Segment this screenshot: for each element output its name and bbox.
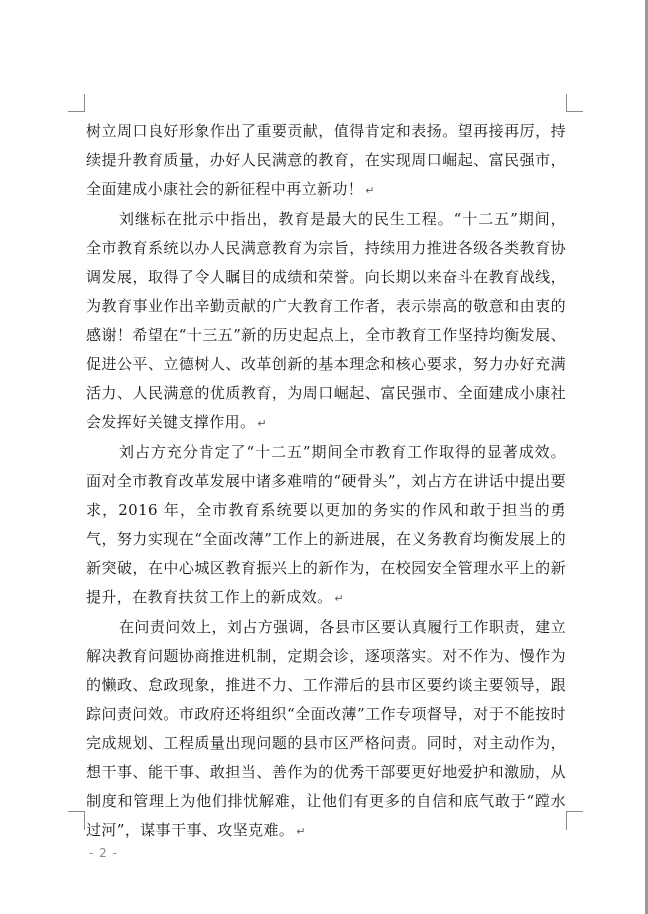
crop-mark-top-right [566, 94, 583, 112]
paragraph-4[interactable] [86, 613, 566, 846]
paragraph-1[interactable] [86, 117, 566, 205]
paragraph-2[interactable] [86, 205, 566, 438]
paragraph-3-text: 刘占方充分肯定了“十二五”期间全市教育工作取得的显著成效。面对全市教育改革发展中诸多难啃的“硬骨头”，刘占方在讲话中提出要求，2016 年，全市教育系统要以更加的务实的作风和敢于担当的勇气，努力实现在“全面改薄”工作上的新进展，在义务教育均衡发展上的新突破，在中心城区教育振兴上的新作为，在校园安全管理水平上的新提升，在教育扶贫工作上的新成效。 [86, 443, 566, 606]
paragraph-2-text: 刘继标在批示中指出，教育是最大的民生工程。“十二五”期间，全市教育系统以办人民满意教育为宗旨，持续用力推进各级各类教育协调发展，取得了令人瞩目的成绩和荣誉。向长期以来奋斗在教育战线，为教育事业作出辛勤贡献的广大教育工作者，表示崇高的敬意和由衷的感谢！希望在“十三五”新的历史起点上，全市教育工作坚持均衡发展、促进公平、立德树人、改革创新的基本理念和核心要求，努力办好充满活力、人民满意的优质教育，为周口崛起、富民强市、全面建成小康社会发挥好关键支撑作用。 [86, 210, 566, 431]
paragraph-3[interactable] [86, 438, 566, 613]
paragraph-mark-icon: ↵ [334, 592, 345, 605]
paragraph-mark-icon: ↵ [296, 825, 306, 838]
paragraph-mark-icon: ↵ [257, 417, 268, 430]
paragraph-1-text: 树立周口良好形象作出了重要贡献，值得肯定和表扬。望再接再厉，持续提升教育质量，办好人民满意的教育，在实现周口崛起、富民强市，全面建成小康社会的新征程中再立新功！ [86, 122, 566, 198]
crop-mark-top-left [68, 94, 85, 112]
crop-mark-bottom-right [566, 811, 583, 830]
paragraph-mark-icon: ↵ [365, 184, 375, 197]
crop-mark-bottom-left [68, 811, 85, 830]
paragraph-4-text: 在问责问效上，刘占方强调，各县市区要认真履行工作职责，建立解决教育问题协商推进机制，定期会诊，逐项落实。对不作为、慢作为的懒政、怠政现象，推进不力、工作滞后的县市区要约谈主要领导，跟踪问责问效。市政府还将组织“全面改薄”工作专项督导，对于不能按时完成规划、工程质量出现问题的县市区严格问责。同时，对主动作为，想干事、能干事、敢担当、善作为的优秀干部要更好地爱护和激励，从制度和管理上为他们排忧解难，让他们有更多的自信和底气敢于“蹚水过河”，谋事干事、攻坚克难。 [86, 618, 566, 839]
page-number: - 2 - [89, 846, 118, 860]
document-body[interactable] [86, 117, 566, 846]
